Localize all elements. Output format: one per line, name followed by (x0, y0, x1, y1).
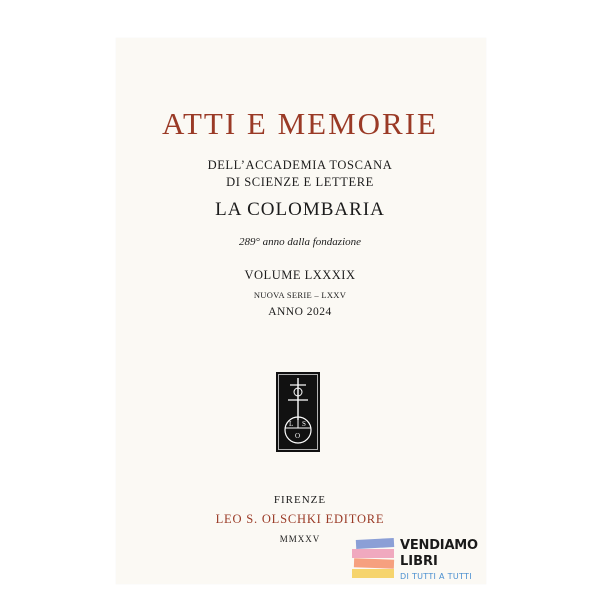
volume-label: VOLUME LXXXIX (244, 268, 356, 282)
subtitle-line-2: DI SCIENZE E LETTERE (226, 175, 374, 189)
subtitle-line-1: DELL’ACCADEMIA TOSCANA (207, 158, 393, 172)
emblem-letter-o: O (295, 432, 301, 440)
year-label: ANNO 2024 (268, 306, 332, 318)
emblem-letter-s: S (302, 420, 306, 428)
series-label: NUOVA SERIE – LXXV (253, 290, 347, 300)
publication-year: MMXXV (279, 534, 321, 544)
city-label: FIRENZE (273, 494, 327, 506)
logo-tagline: DI TUTTI A TUTTI (400, 572, 472, 581)
publisher-emblem-icon (276, 372, 320, 452)
emblem-letter-l: L (289, 420, 294, 428)
publisher-name: LEO S. OLSCHKI EDITORE (215, 512, 385, 526)
logo-text-libri: LIBRI (400, 554, 438, 569)
book-title: ATTI E MEMORIE (162, 106, 438, 141)
foundation-note: 289° anno dalla fondazione (238, 236, 362, 248)
logo-text-vendiamo: VENDIAMO (400, 538, 478, 553)
academy-name: LA COLOMBARIA (215, 199, 385, 220)
vendiamo-libri-logo (348, 535, 488, 590)
